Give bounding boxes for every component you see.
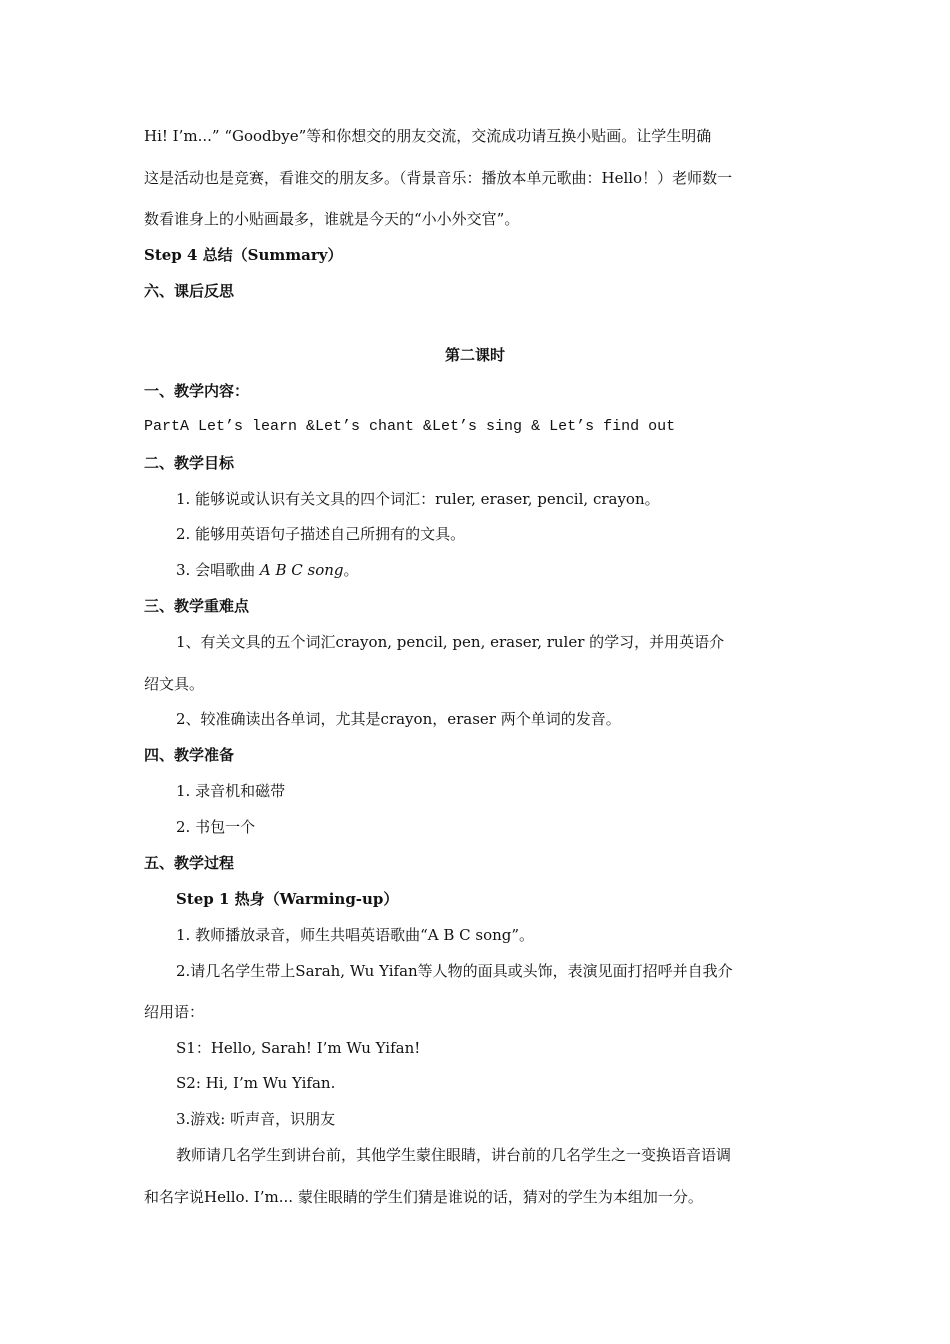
- section2-heading: 二、教学目标: [144, 454, 235, 472]
- dialogue-s1: S1：Hello, Sarah! I’m Wu Yifan!: [176, 1039, 421, 1057]
- game-desc-line-1: 教师请几名学生到讲台前，其他学生蒙住眼睛，讲台前的几名学生之一变换语音语调: [176, 1146, 732, 1164]
- intro-line-1: Hi! I’m...” “Goodbye”等和你想交的朋友交流，交流成功请互换小贴画。让学生明确: [144, 127, 712, 145]
- lesson-title: 第二课时: [444, 346, 505, 364]
- step1-item-3: 3.游戏: 听声音，识朋友: [176, 1110, 336, 1128]
- section1-heading: 一、教学内容：: [144, 382, 250, 400]
- section4-heading: 四、教学准备: [144, 746, 235, 764]
- goal-3-song: A B C song: [259, 561, 344, 579]
- keypoint-2: 2、较准确读出各单词，尤其是crayon，eraser 两个单词的发音。: [176, 710, 621, 728]
- step1-item-2-line-2: 绍用语：: [144, 1003, 205, 1021]
- game-desc-line-2: 和名字说Hello. I’m... 蒙住眼睛的学生们猜是谁说的话，猜对的学生为本组加一分。: [144, 1188, 703, 1206]
- step4-heading: Step 4 总结（Summary）: [144, 246, 343, 264]
- dialogue-s2: S2: Hi, I’m Wu Yifan.: [176, 1074, 336, 1092]
- prep-item-2: 2. 书包一个: [176, 818, 256, 836]
- goal-3: [176, 560, 810, 580]
- step1-item-2-line-1: 2.请几名学生带上Sarah, Wu Yifan等人物的面具或头饰，表演见面打招呼并自我介: [176, 962, 733, 980]
- goal-1: 1. 能够说或认识有关文具的四个词汇：ruler, eraser, pencil, crayon。: [176, 490, 660, 508]
- goal-3-prefix: 3. 会唱歌曲: [176, 561, 256, 579]
- intro-line-3: 数看谁身上的小贴画最多，谁就是今天的“小小外交官”。: [144, 210, 520, 228]
- keypoint-1-line-2: 绍文具。: [144, 675, 205, 693]
- step1-item-1: 1. 教师播放录音，师生共唱英语歌曲“A B C song”。: [176, 926, 535, 944]
- reflection-heading: 六、课后反思: [144, 282, 235, 300]
- section5-heading: 五、教学过程: [144, 854, 235, 872]
- goal-2: 2. 能够用英语句子描述自己所拥有的文具。: [176, 525, 466, 543]
- intro-line-2: 这是活动也是竞赛，看谁交的朋友多。（背景音乐：播放本单元歌曲：Hello！）老师数一: [144, 169, 733, 187]
- section3-heading: 三、教学重难点: [144, 597, 250, 615]
- goal-3-suffix: 。: [343, 561, 359, 579]
- prep-item-1: 1. 录音机和磁带: [176, 782, 286, 800]
- step1-heading: Step 1 热身（Warming-up）: [176, 890, 399, 908]
- section1-content: PartA Let’s learn &Let’s chant &Let’s sing & Let’s find out: [144, 418, 676, 435]
- keypoint-1-line-1: 1、有关文具的五个词汇crayon, pencil, pen, eraser, ruler 的学习，并用英语介: [176, 633, 725, 651]
